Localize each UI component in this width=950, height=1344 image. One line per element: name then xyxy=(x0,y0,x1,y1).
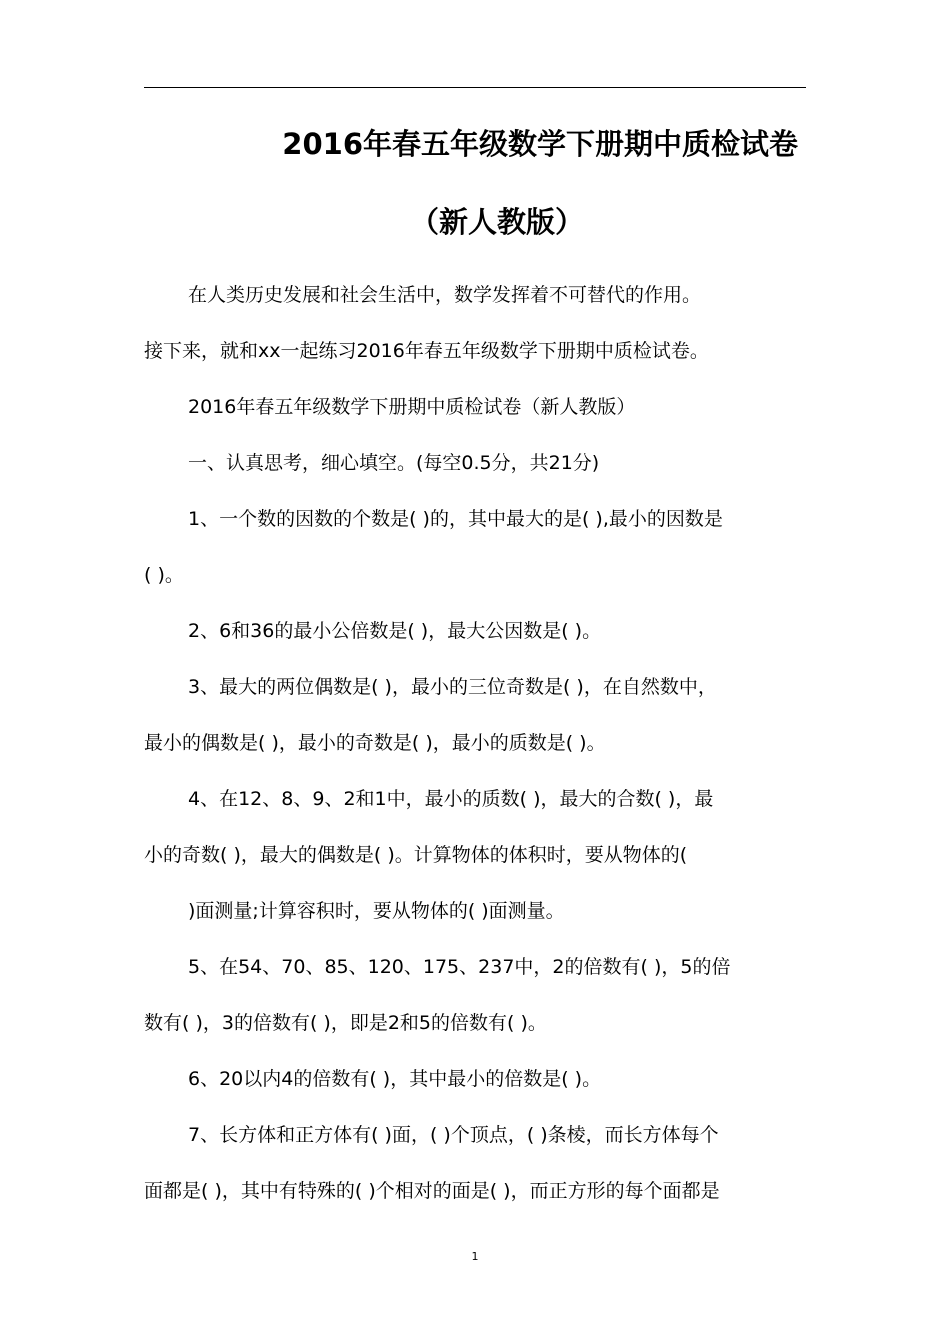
text-line: 3、最大的两位偶数是( )，最小的三位奇数是( )，在自然数中， xyxy=(188,676,717,698)
text-line: 数有( )，3的倍数有( )，即是2和5的倍数有( )。 xyxy=(144,1012,547,1034)
text-line: 接下来，就和xx一起练习2016年春五年级数学下册期中质检试卷。 xyxy=(144,340,709,362)
header-rule xyxy=(144,87,806,88)
text-line: 1、一个数的因数的个数是( )的，其中最大的是( ),最小的因数是 xyxy=(188,508,723,530)
text-line: 小的奇数( )，最大的偶数是( )。计算物体的体积时，要从物体的( xyxy=(144,844,688,866)
text-line: 7、长方体和正方体有( )面，( )个顶点，( )条棱，而长方体每个 xyxy=(188,1124,719,1146)
document-subtitle: （新人教版） xyxy=(409,205,584,239)
text-line: 2016年春五年级数学下册期中质检试卷（新人教版） xyxy=(188,396,636,418)
text-line: 6、20以内4的倍数有( )，其中最小的倍数是( )。 xyxy=(188,1068,602,1090)
text-line: )面测量;计算容积时，要从物体的( )面测量。 xyxy=(188,900,565,922)
text-line: 一、认真思考，细心填空。(每空0.5分，共21分) xyxy=(188,452,600,474)
text-line: ( )。 xyxy=(144,564,184,586)
document-title: 2016年春五年级数学下册期中质检试卷 xyxy=(282,127,798,161)
text-line: 在人类历史发展和社会生活中，数学发挥着不可替代的作用。 xyxy=(188,284,702,306)
text-line: 面都是( )，其中有特殊的( )个相对的面是( )，而正方形的每个面都是 xyxy=(144,1180,720,1202)
text-line: 4、在12、8、9、2和1中，最小的质数( )，最大的合数( )，最 xyxy=(188,788,714,810)
text-line: 5、在54、70、85、120、175、237中，2的倍数有( )，5的倍 xyxy=(188,956,731,978)
text-line: 2、6和36的最小公倍数是( )，最大公因数是( )。 xyxy=(188,620,602,642)
document-body xyxy=(144,277,808,1229)
page-number: 1 xyxy=(471,1250,479,1263)
text-line: 最小的偶数是( )，最小的奇数是( )，最小的质数是( )。 xyxy=(144,732,606,754)
